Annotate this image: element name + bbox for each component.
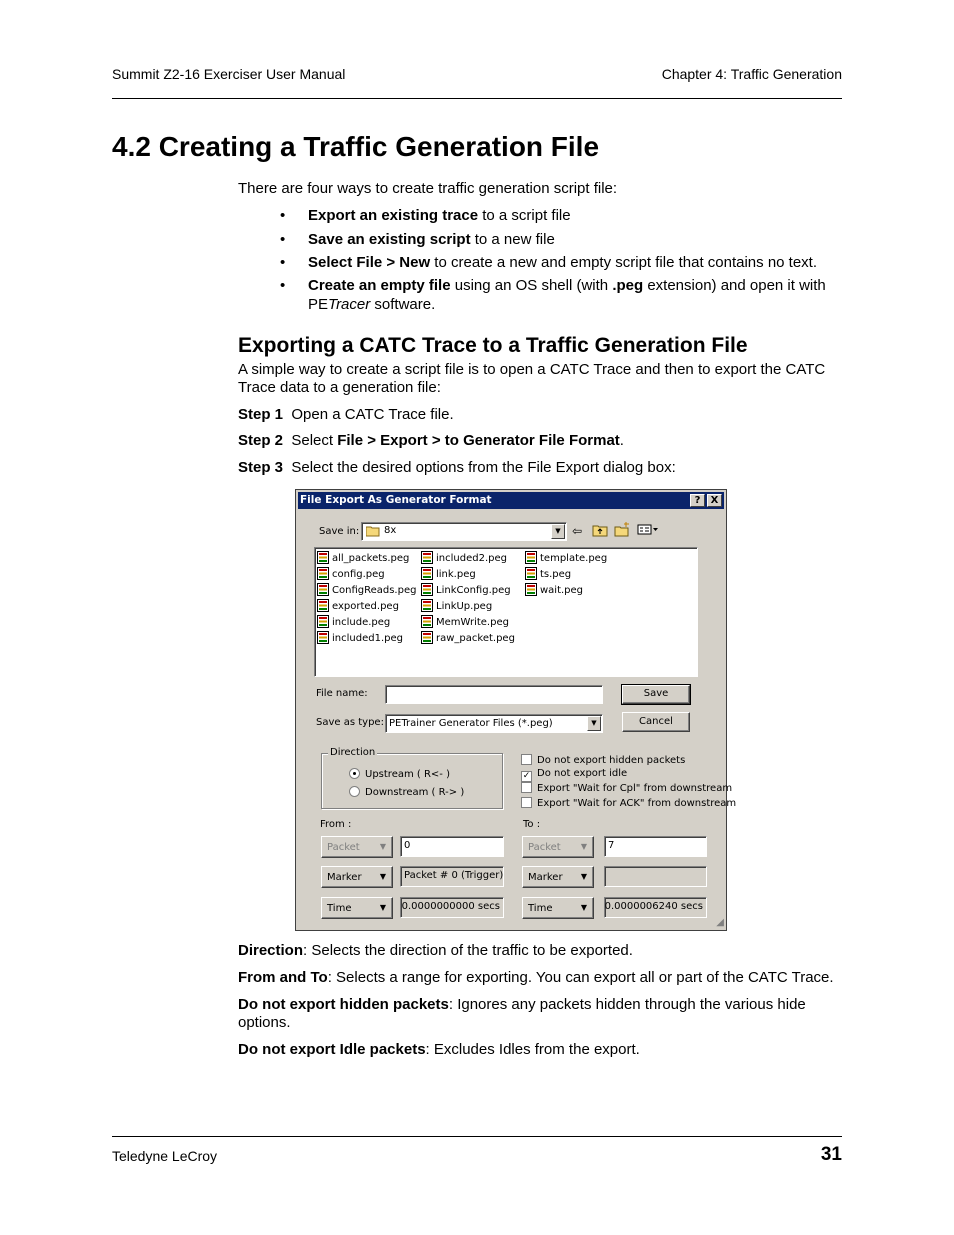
bullet-text: using an OS shell (with — [450, 277, 613, 294]
help-button[interactable]: ? — [690, 494, 705, 507]
to-label: To : — [523, 819, 541, 830]
checkbox-icon — [521, 754, 532, 765]
resize-grip-icon[interactable]: ◢ — [716, 917, 724, 928]
chevron-down-icon[interactable]: ▼ — [587, 716, 601, 731]
upstream-label: Upstream ( R<- ) — [365, 769, 450, 780]
file-list-item-label: template.peg — [540, 553, 608, 564]
from-time-label: Time — [327, 903, 352, 914]
header-right: Chapter 4: Traffic Generation — [661, 66, 842, 82]
file-list-item-label: MemWrite.peg — [436, 617, 509, 628]
file-list-item[interactable] — [317, 551, 409, 564]
from-marker-button[interactable] — [321, 866, 393, 888]
from-time-value: 0.0000000000 secs — [401, 901, 500, 912]
bullet-item: • Create an empty file using an OS shell (with .peg extension) and open it with PETracer software. — [280, 277, 826, 313]
peg-file-icon — [317, 615, 329, 628]
checkbox-icon — [521, 797, 532, 808]
desc-from-to — [238, 969, 858, 987]
save-in-label: Save in: — [319, 526, 360, 537]
folder-icon — [366, 525, 380, 540]
peg-file-icon — [421, 551, 433, 564]
file-list-item[interactable] — [421, 599, 492, 612]
bullet-text: to a new file — [470, 231, 555, 248]
file-list-item-label: included2.peg — [436, 553, 507, 564]
file-list-item-label: LinkUp.peg — [436, 601, 493, 612]
save-in-value: 8x — [384, 525, 397, 536]
to-packet-button — [522, 836, 594, 858]
from-marker-label: Marker — [327, 872, 362, 883]
file-list-item-label: include.peg — [332, 617, 391, 628]
new-folder-icon[interactable] — [614, 522, 630, 540]
dialog-titlebar[interactable] — [298, 492, 724, 509]
bullet-text: to a script file — [478, 207, 571, 224]
from-packet-input[interactable] — [400, 836, 504, 857]
bullet-bold-ext: .peg — [612, 277, 644, 294]
footer-left: Teledyne LeCroy — [112, 1148, 218, 1164]
dialog-title: File Export As Generator Format — [300, 494, 492, 506]
save-in-combo[interactable] — [361, 522, 567, 541]
header-left: Summit Z2-16 Exerciser User Manual — [112, 66, 346, 82]
cancel-button[interactable]: Cancel — [622, 712, 690, 732]
step-1 — [238, 406, 848, 424]
desc-hidden-packets — [238, 996, 848, 1032]
chevron-down-icon: ▼ — [580, 842, 587, 851]
chevron-down-icon: ▼ — [580, 903, 587, 912]
save-as-type-value: PETrainer Generator Files (*.peg) — [389, 718, 553, 729]
file-list-item[interactable] — [421, 551, 507, 564]
file-list-item[interactable] — [317, 631, 403, 644]
file-name-input[interactable] — [385, 685, 603, 704]
upstream-radio[interactable] — [349, 768, 450, 780]
step-bold: File > Export > to Generator File Format — [337, 432, 620, 449]
file-list[interactable] — [314, 547, 698, 677]
peg-file-icon — [525, 583, 537, 596]
to-packet-value: 7 — [608, 840, 615, 851]
desc-text: : Ignores any packets hidden through the various hide options. — [238, 996, 806, 1031]
to-time-label: Time — [528, 903, 553, 914]
file-list-item[interactable] — [317, 615, 390, 628]
to-marker-field — [604, 866, 707, 887]
direction-group — [321, 753, 503, 809]
peg-file-icon — [317, 583, 329, 596]
desc-idle — [238, 1041, 848, 1059]
file-list-item[interactable] — [317, 599, 399, 612]
desc-bold: Direction — [238, 942, 304, 959]
option-label: Do not export idle — [537, 768, 628, 779]
downstream-radio[interactable] — [349, 786, 464, 798]
file-list-item[interactable] — [317, 567, 385, 580]
step-text: Select — [291, 432, 338, 449]
downstream-label: Downstream ( R-> ) — [365, 787, 465, 798]
peg-file-icon — [421, 567, 433, 580]
step-label: Step 3 — [238, 459, 284, 476]
bullet-text: to create a new and empty script file that contains no text. — [430, 254, 818, 271]
step-text: Select the desired options from the File Export dialog box: — [291, 459, 676, 476]
step-after: . — [619, 432, 624, 449]
bullet-bold: Export an existing trace — [308, 207, 479, 224]
file-list-item-label: ts.peg — [540, 569, 572, 580]
chevron-down-icon: ▼ — [379, 842, 386, 851]
file-list-item-label: LinkConfig.peg — [436, 585, 511, 596]
direction-label: Direction — [330, 747, 376, 758]
peg-file-icon — [317, 551, 329, 564]
to-time-button[interactable] — [522, 897, 594, 919]
to-time-field — [604, 897, 707, 918]
peg-file-icon — [421, 631, 433, 644]
checkbox-checked-icon: ✓ — [522, 771, 531, 781]
desc-text: : Selects the direction of the traffic to be exported. — [303, 942, 633, 959]
bullet-bold: Save an existing script — [308, 231, 471, 248]
peg-file-icon — [525, 567, 537, 580]
page-title: 4.2 Creating a Traffic Generation File — [112, 131, 600, 162]
desc-text: : Excludes Idles from the export. — [425, 1041, 640, 1058]
from-packet-label: Packet — [327, 842, 360, 853]
file-list-item-label: wait.peg — [540, 585, 584, 596]
bullet-item: • Save an existing script to a new file — [280, 231, 555, 248]
step-label: Step 2 — [238, 432, 284, 449]
to-packet-input[interactable] — [604, 836, 707, 857]
bullet-text: extension) and open it with PE — [308, 277, 826, 313]
footer-rule — [112, 1136, 842, 1137]
file-list-item[interactable] — [421, 631, 515, 644]
step-3 — [238, 459, 848, 477]
chevron-down-icon: ▼ — [580, 872, 587, 881]
step-text: Open a CATC Trace file. — [291, 406, 454, 423]
desc-bold: Do not export Idle packets — [238, 1041, 426, 1058]
radio-icon — [349, 786, 360, 797]
to-time-value: 0.0000006240 secs — [604, 901, 703, 912]
save-button[interactable]: Save — [622, 685, 690, 704]
header-rule — [112, 98, 842, 99]
desc-direction — [238, 942, 848, 960]
file-list-item-label: raw_packet.peg — [436, 633, 515, 644]
save-as-type-combo[interactable] — [385, 714, 603, 733]
peg-file-icon — [525, 551, 537, 564]
option-label: Export "Wait for ACK" from downstream — [537, 798, 737, 809]
chevron-down-icon: ▼ — [379, 872, 386, 881]
file-list-item[interactable] — [525, 583, 583, 596]
to-packet-label: Packet — [528, 842, 561, 853]
section-intro: A simple way to create a script file is to open a CATC Trace and then to export the CATC Trace data to a generation file: — [238, 361, 826, 396]
peg-file-icon — [421, 615, 433, 628]
peg-file-icon — [421, 583, 433, 596]
up-folder-icon[interactable] — [592, 523, 608, 540]
option-wait-cpl[interactable] — [521, 782, 732, 794]
radio-selected-icon — [349, 768, 360, 779]
file-list-item-label: ConfigReads.peg — [332, 585, 417, 596]
step-label: Step 1 — [238, 406, 284, 423]
from-time-field — [400, 897, 504, 918]
from-packet-value: 0 — [404, 840, 411, 851]
section-title: Exporting a CATC Trace to a Traffic Generation File — [238, 334, 748, 357]
file-list-item[interactable] — [317, 583, 416, 596]
from-marker-value: Packet # 0 (Trigger) — [404, 870, 504, 881]
file-list-item[interactable] — [421, 615, 509, 628]
from-marker-field — [400, 866, 504, 887]
option-idle[interactable] — [521, 768, 627, 782]
checkbox-icon — [521, 782, 532, 793]
file-list-item[interactable] — [525, 551, 607, 564]
file-name-label: File name: — [316, 688, 368, 699]
file-list-item-label: link.peg — [436, 569, 476, 580]
from-time-button[interactable] — [321, 897, 393, 919]
option-label: Export "Wait for Cpl" from downstream — [537, 783, 733, 794]
to-marker-button[interactable] — [522, 866, 594, 888]
file-list-item-label: all_packets.peg — [332, 553, 410, 564]
from-label: From : — [320, 819, 352, 830]
back-icon[interactable]: ⇦ — [572, 524, 583, 538]
to-marker-label: Marker — [528, 872, 563, 883]
save-as-type-label: Save as type: — [316, 717, 384, 728]
bullet-bold: Select File > New — [308, 254, 431, 271]
chevron-down-icon: ▼ — [379, 903, 386, 912]
option-label: Do not export hidden packets — [537, 755, 686, 766]
file-list-item-label: exported.peg — [332, 601, 399, 612]
option-hidden-packets[interactable] — [521, 754, 685, 766]
peg-file-icon — [421, 599, 433, 612]
desc-bold: From and To — [238, 969, 328, 986]
bullet-italic: Tracer — [328, 296, 371, 313]
desc-bold: Do not export hidden packets — [238, 996, 449, 1013]
peg-file-icon — [317, 599, 329, 612]
peg-file-icon — [317, 567, 329, 580]
intro-paragraph: There are four ways to create traffic generation script file: — [238, 180, 618, 197]
file-export-dialog — [295, 489, 737, 931]
close-button[interactable]: X — [707, 494, 722, 507]
desc-text: : Selects a range for exporting. You can export all or part of the CATC Trace. — [327, 969, 834, 986]
step-2 — [238, 432, 848, 450]
file-list-item[interactable] — [421, 583, 511, 596]
from-packet-button — [321, 836, 393, 858]
view-menu-icon[interactable] — [637, 523, 659, 539]
peg-file-icon — [317, 631, 329, 644]
bullet-text: software. — [370, 296, 436, 313]
bullet-item: • Select File > New to create a new and empty script file that contains no text. — [280, 254, 818, 271]
chevron-down-icon[interactable]: ▼ — [551, 524, 565, 539]
file-list-item-label: included1.peg — [332, 633, 403, 644]
page-number: 31 — [820, 1144, 842, 1165]
bullet-item: • Export an existing trace to a script file — [280, 207, 571, 224]
file-list-item-label: config.peg — [332, 569, 385, 580]
option-wait-ack[interactable] — [521, 797, 736, 809]
bullet-bold: Create an empty file — [308, 277, 451, 294]
file-list-item[interactable] — [421, 567, 476, 580]
file-list-item[interactable] — [525, 567, 571, 580]
